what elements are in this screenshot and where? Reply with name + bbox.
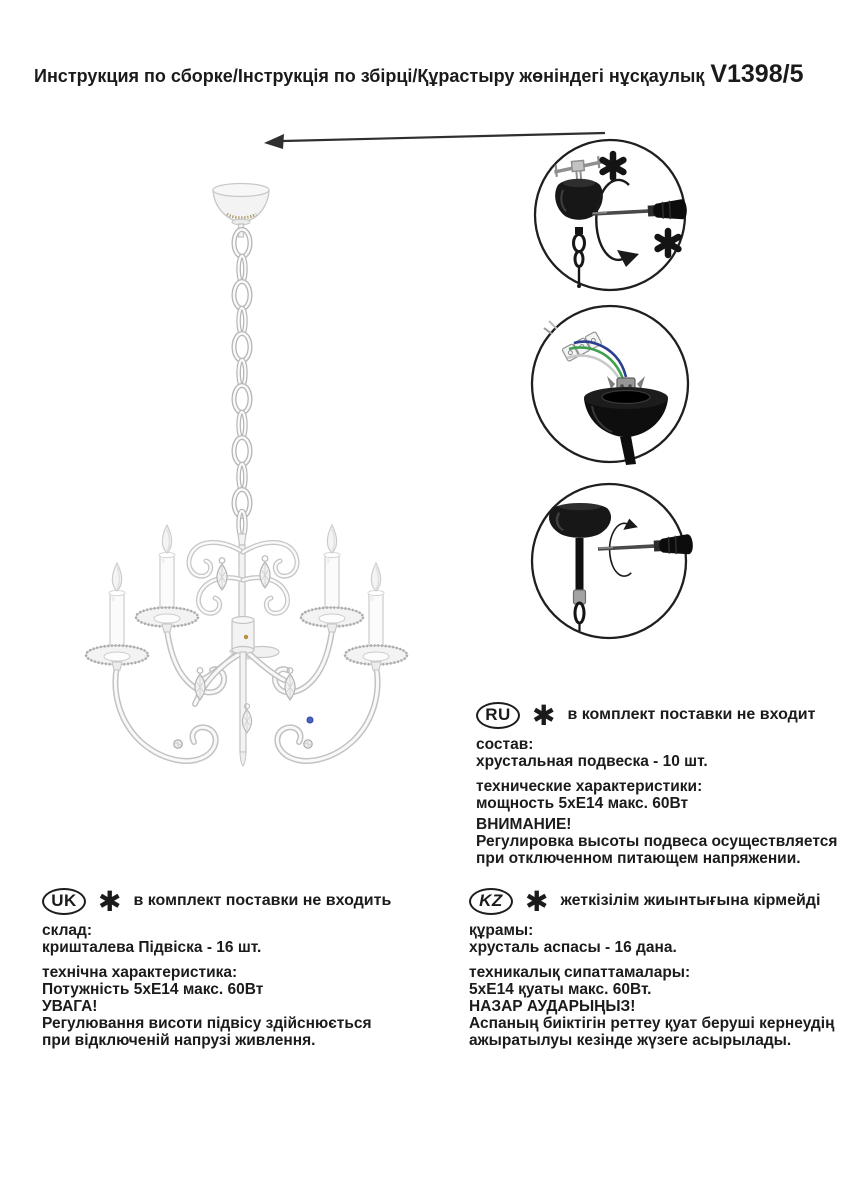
composition-label: состав: — [476, 736, 534, 753]
asterisk-icon: ✱ — [525, 885, 549, 918]
page-title — [34, 60, 834, 89]
specs-label: технические характеристики: — [476, 778, 703, 795]
not-included-note: в комплект поставки не входит — [567, 706, 816, 723]
warning-text: ажыратылуы кезінде жүзеге асырылады. — [469, 1032, 792, 1049]
specs-label: техникалық сипаттамалары: — [469, 964, 691, 981]
composition-value: кришталева Підвіска - 16 шт. — [42, 939, 262, 956]
chain — [234, 230, 250, 546]
asterisk-icon: ✱ — [98, 885, 122, 918]
title-text: Инструкция по сборке/Інструкція по збірці/Құрастыру жөніндегі нұсқаулық — [34, 66, 705, 86]
warning-text: Регулировка высоты подвеса осуществляется — [476, 833, 838, 850]
lang-badge-uk: UK — [42, 888, 86, 915]
warning-label: НАЗАР АУДАРЫҢЫЗ! — [469, 998, 636, 1015]
lang-badge-kz: KZ — [469, 888, 513, 915]
lang-badge-ru: RU — [476, 702, 520, 729]
specs-value: Потужність 5хЕ14 макс. 60Вт — [42, 981, 264, 998]
assembly-step-2 — [532, 306, 688, 465]
warning-text: Регулювання висоти підвісу здійснюється — [42, 1015, 372, 1032]
warning-label: УВАГА! — [42, 998, 98, 1015]
specs-label: технічна характеристика: — [42, 964, 238, 981]
composition-label: құрамы: — [469, 922, 534, 939]
composition-value: хрустальная подвеска - 10 шт. — [476, 753, 708, 770]
model-number: V1398/5 — [710, 60, 804, 88]
not-included-note: жеткізілім жиынтығына кірмейді — [560, 892, 821, 909]
section-kz — [469, 886, 848, 1049]
section-ru-header — [476, 700, 848, 730]
long-left-arrow-icon — [264, 133, 605, 149]
composition-value: хрусталь аспасы - 16 дана. — [469, 939, 677, 956]
warning-label: ВНИМАНИЕ! — [476, 816, 572, 833]
warning-text: при відключеній напрузі живлення. — [42, 1032, 316, 1049]
warning-text: Аспаның биіктігін реттеу қуат беруші кернеудің — [469, 1015, 835, 1032]
section-kz-header — [469, 886, 848, 916]
not-included-note: в комплект поставки не входить — [133, 892, 392, 909]
chandelier-illustration — [86, 184, 407, 767]
warning-text: при отключенном питающем напряжении. — [476, 850, 801, 867]
specs-value: 5хЕ14 қуаты макс. 60Вт. — [469, 981, 652, 998]
asterisk-icon: ✱ — [532, 699, 556, 732]
assembly-step-1 — [535, 140, 687, 290]
assembly-step-3 — [532, 484, 693, 638]
section-ru — [476, 700, 848, 867]
composition-label: склад: — [42, 922, 93, 939]
specs-value: мощность 5хЕ14 макс. 60Вт — [476, 795, 689, 812]
section-uk — [42, 886, 450, 1049]
section-uk-header — [42, 886, 450, 916]
